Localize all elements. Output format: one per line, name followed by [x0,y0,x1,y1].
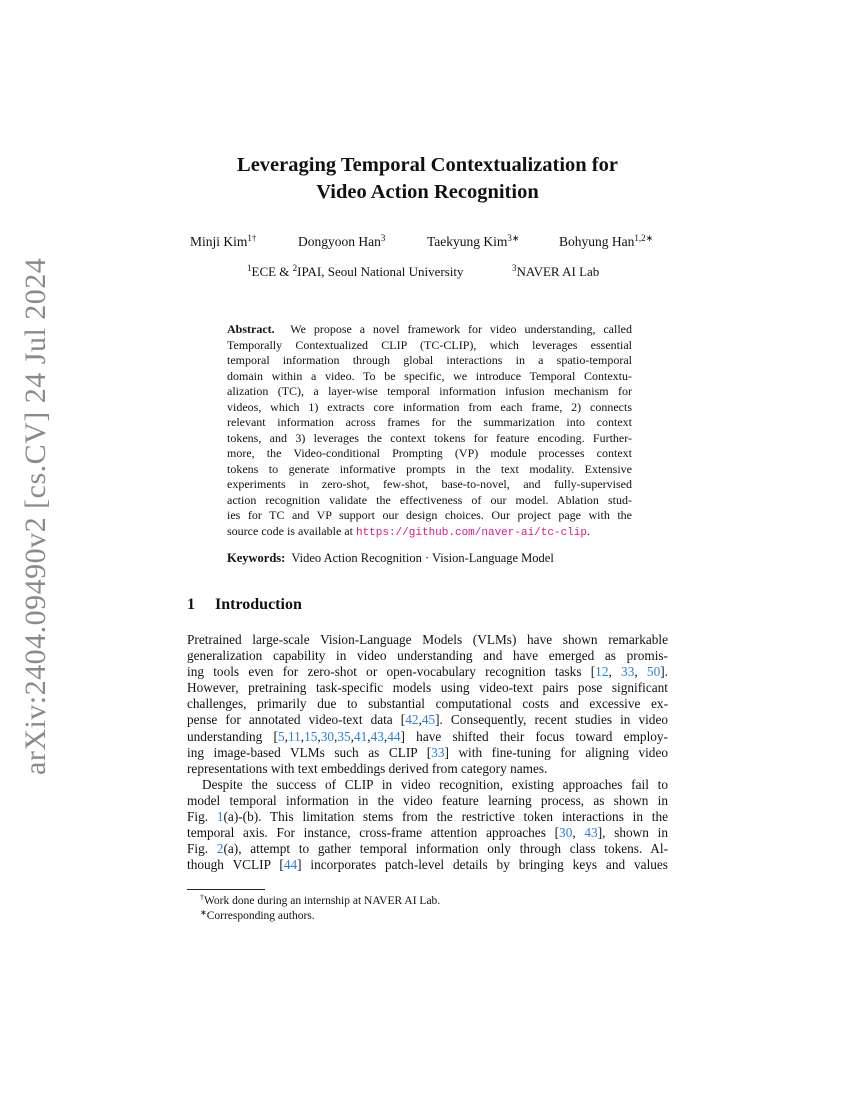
abstract-line: alization (TC), a layer-wise temporal information infusion mechanism for [227,384,632,398]
citation-link[interactable]: 33 [621,664,635,680]
author-2: Dongyoon Han$^3$ [298,233,386,249]
title-line-2: Video Action Recognition [316,181,539,203]
citation-link[interactable]: 44 [387,728,401,744]
citation-link[interactable]: 15 [304,728,318,744]
citation-link[interactable]: 5 [277,728,285,744]
body-line: Pretrained large-scale Vision-Language Models (VLMs) have shown remarkable [187,632,668,647]
paper-title [150,152,705,206]
abstract-line: videos, which 1) extracts core information from each frame, 2) connects [227,399,632,414]
body-line: model temporal information in the video feature learning process, as shown in [187,792,668,808]
body-line: Despite the success of CLIP in video recognition, existing approaches fail to [202,776,668,792]
footnote-internship: †Work done during an internship at NAVER AI Lab. [200,893,441,907]
abstract-line: ies for TC and VP support our design choices. Our project page with the [227,508,632,522]
section-title: Introduction [215,596,302,613]
section-heading [187,596,302,614]
body-line: pense for annotated video-text data [42,45]. Consequently, recent studies in video [187,712,668,728]
abstract-label: Abstract. [227,322,275,336]
citation-link[interactable]: 30 [559,825,573,841]
abstract-line: Temporally Contextualized CLIP (TC-CLIP), which leverages essential [227,337,632,352]
citation-link[interactable]: 43 [370,728,384,744]
affiliation-naver: $^3$NAVER AI Lab [512,263,600,279]
citation-link[interactable]: 30 [320,728,335,744]
body-line: temporal axis. For instance, cross-frame attention approaches [30, 43], shown in [187,825,668,841]
title-line-1: Leveraging Temporal Contextualization for [237,154,618,176]
author-3: Taekyung Kim$^{3∗}$ [427,233,520,249]
body-line: though VCLIP [44] incorporates patch-level details by bringing keys and values [187,857,668,873]
abstract-line: source code is available at https://github.com/naver-ai/tc-clip. [227,523,590,539]
section-number: 1 [187,596,195,613]
abstract-line: more, the Video-conditional Prompting (VP) module processes context [227,446,632,460]
introduction-body [187,632,668,873]
body-line: representations with text embeddings derived from category names. [187,760,548,776]
abstract-line: relevant information across frames for the summarization into context [227,415,632,429]
body-line: generalization capability in video understanding and have emerged as promis- [187,648,668,664]
figure-reference-link[interactable]: 2 [216,841,224,857]
body-line: challenges, primarily due to substantial computational costs and excessive ex- [187,696,668,712]
citation-link[interactable]: 44 [283,857,298,873]
abstract-line: tokens to generate informative prompts in the text modality. Extensive [227,461,632,476]
keywords [227,551,554,566]
footnote-divider [187,889,265,890]
citation-link[interactable]: 35 [337,728,351,744]
abstract-line: experiments in zero-shot, few-shot, base-to-novel, and fully-supervised [227,477,632,491]
project-url-link[interactable]: https://github.com/naver-ai/tc-clip [355,526,587,539]
abstract-line: tokens, and 3) leverages the context tokens for feature encoding. Further- [227,430,632,445]
abstract [227,322,632,541]
citation-link[interactable]: 43 [584,825,598,841]
keywords-label: Keywords: [227,551,286,565]
citation-link[interactable]: 41 [353,728,368,744]
citation-link[interactable]: 12 [595,664,609,680]
footnote-corresponding: ∗Corresponding authors. [200,908,315,922]
arxiv-identifier-stamp: arXiv:2404.09490v2 [cs.CV] 24 Jul 2024 [19,257,52,775]
affiliation-snu: $^1$ECE & $^2$IPAI, Seoul National University [247,263,464,279]
figure-reference-link[interactable]: 1 [216,809,224,825]
author-1: Minji Kim$^{1\dagger}$ [190,233,257,249]
body-line: Fig. 2(a), attempt to gather temporal information only through class tokens. Al- [187,841,669,857]
citation-link[interactable]: 11 [287,728,301,744]
abstract-line: temporal information through global interactions in a spatio-temporal [227,353,632,367]
abstract-line: domain within a video. To be specific, we introduce Temporal Contextu- [227,368,632,383]
citation-link[interactable]: 33 [431,744,445,760]
abstract-line: Abstract. We propose a novel framework for video understanding, called [227,322,632,336]
body-line: ing image-based VLMs such as CLIP [33] with fine-tuning for aligning video [187,744,668,760]
body-line: ing tools even for zero-shot or open-vocabulary recognition tasks [12, 33, 50]. [187,664,668,680]
body-line: Fig. 1(a)-(b). This limitation stems from the restrictive token interactions in the [187,809,668,825]
citation-link[interactable]: 50 [646,664,661,680]
keywords-text: Video Action Recognition · Vision-Language Model [291,551,554,565]
citation-link[interactable]: 45 [421,712,436,728]
body-line: understanding [5,11,15,30,35,41,43,44] have shifted their focus toward employ- [187,728,668,744]
author-4: Bohyung Han$^{1,2∗}$ [559,233,654,249]
abstract-line: action recognition validate the effectiveness of our model. Ablation stud- [227,492,632,507]
body-line: However, pretraining task-specific models using video-text pairs pose significant [187,680,668,696]
citation-link[interactable]: 42 [405,712,419,728]
